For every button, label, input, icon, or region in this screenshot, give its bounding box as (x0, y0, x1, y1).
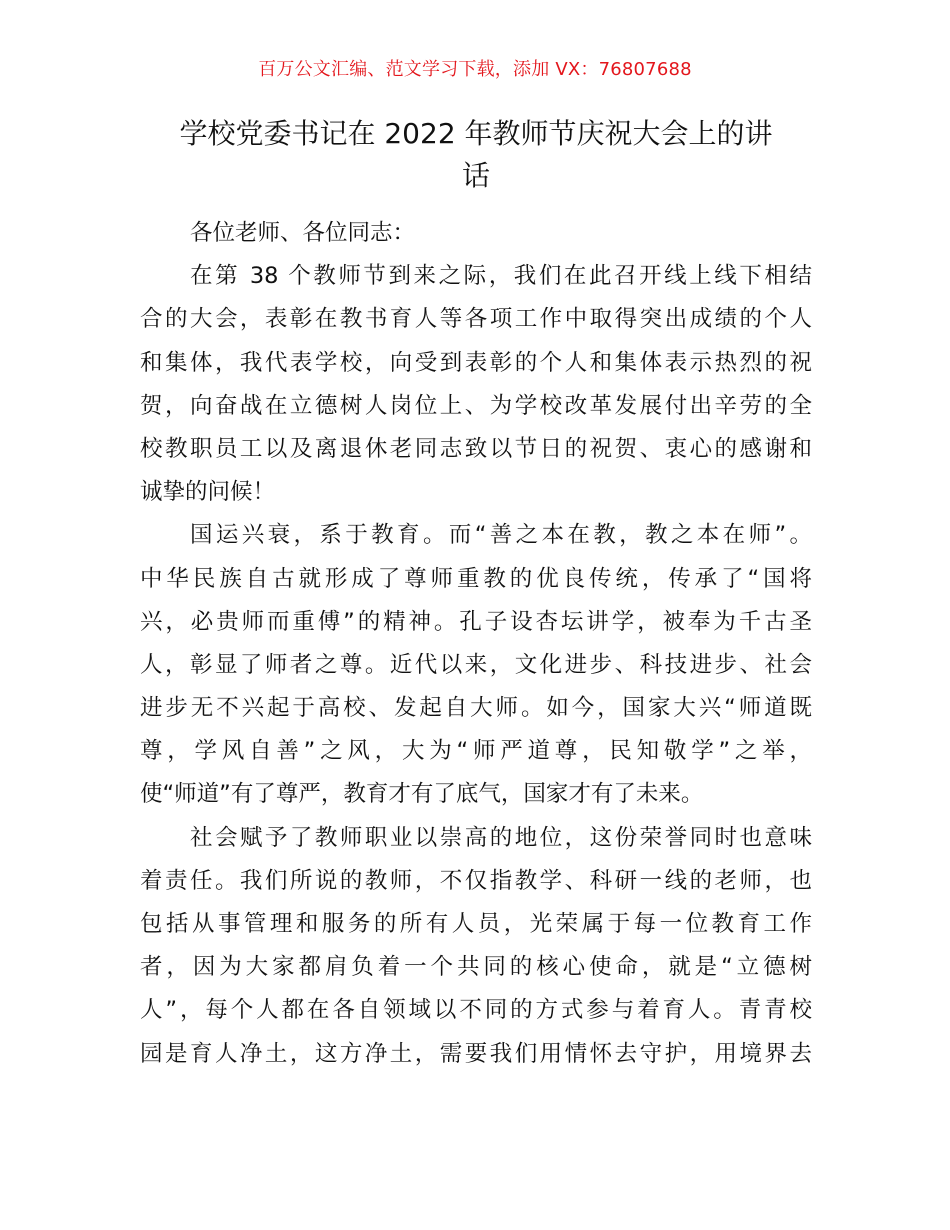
text-line: 人，彰显了师者之尊。近代以来，文化进步、科技进步、社会 (140, 651, 812, 678)
text-line: 包括从事管理和服务的所有人员，光荣属于每一位教育工作 (140, 911, 812, 937)
text-line: 兴，必贵师而重傅”的精神。孔子设杏坛讲学，被奉为千古圣 (140, 608, 812, 635)
text-line: 着责任。我们所说的教师，不仅指教学、科研一线的老师，也 (140, 867, 812, 894)
text-line: 使“师道”有了尊严，教育才有了底气，国家才有了未来。 (140, 781, 704, 808)
promo-header: 百万公文汇编、范文学习下载，添加 VX：76807688 (258, 59, 692, 80)
paragraph-1 (140, 255, 812, 514)
text-line: 校教职员工以及离退休老同志致以节日的祝贺、衷心的感谢和 (140, 435, 812, 462)
document-body (140, 212, 812, 1076)
text-line: 社会赋予了教师职业以崇高的地位，这份荣誉同时也意味 (190, 824, 812, 851)
text-line: 诚挚的问候！ (140, 479, 276, 506)
text-line: 和集体，我代表学校，向受到表彰的个人和集体表示热烈的祝 (140, 349, 812, 376)
paragraph-2 (140, 514, 812, 816)
text-line: 者，因为大家都肩负着一个共同的核心使命，就是“立德树 (140, 954, 812, 981)
text-line: 合的大会，表彰在教书育人等各项工作中取得突出成绩的个人 (140, 306, 812, 333)
text-line: 在第 38 个教师节到来之际，我们在此召开线上线下相结 (190, 263, 812, 290)
text-line: 中华民族自古就形成了尊师重教的优良传统，传承了“国将 (140, 565, 812, 592)
paragraph-3 (140, 817, 812, 1076)
salutation: 各位老师、各位同志： (190, 220, 416, 246)
text-line: 人”，每个人都在各自领域以不同的方式参与着育人。青青校 (140, 997, 812, 1024)
document-title (140, 113, 812, 197)
text-line: 园是育人净土，这方净土，需要我们用情怀去守护，用境界去 (140, 1040, 812, 1067)
text-line: 尊，学风自善”之风，大为“师严道尊，民知敬学”之举， (140, 738, 812, 765)
text-line: 国运兴衰，系于教育。而“善之本在教，教之本在师”。 (190, 522, 812, 549)
text-line: 贺，向奋战在立德树人岗位上、为学校改革发展付出辛劳的全 (140, 392, 812, 419)
text-line: 进步无不兴起于高校、发起自大师。如今，国家大兴“师道既 (140, 695, 812, 722)
title-line: 话 (461, 159, 490, 192)
title-line: 学校党委书记在 2022 年教师节庆祝大会上的讲 (179, 117, 773, 150)
